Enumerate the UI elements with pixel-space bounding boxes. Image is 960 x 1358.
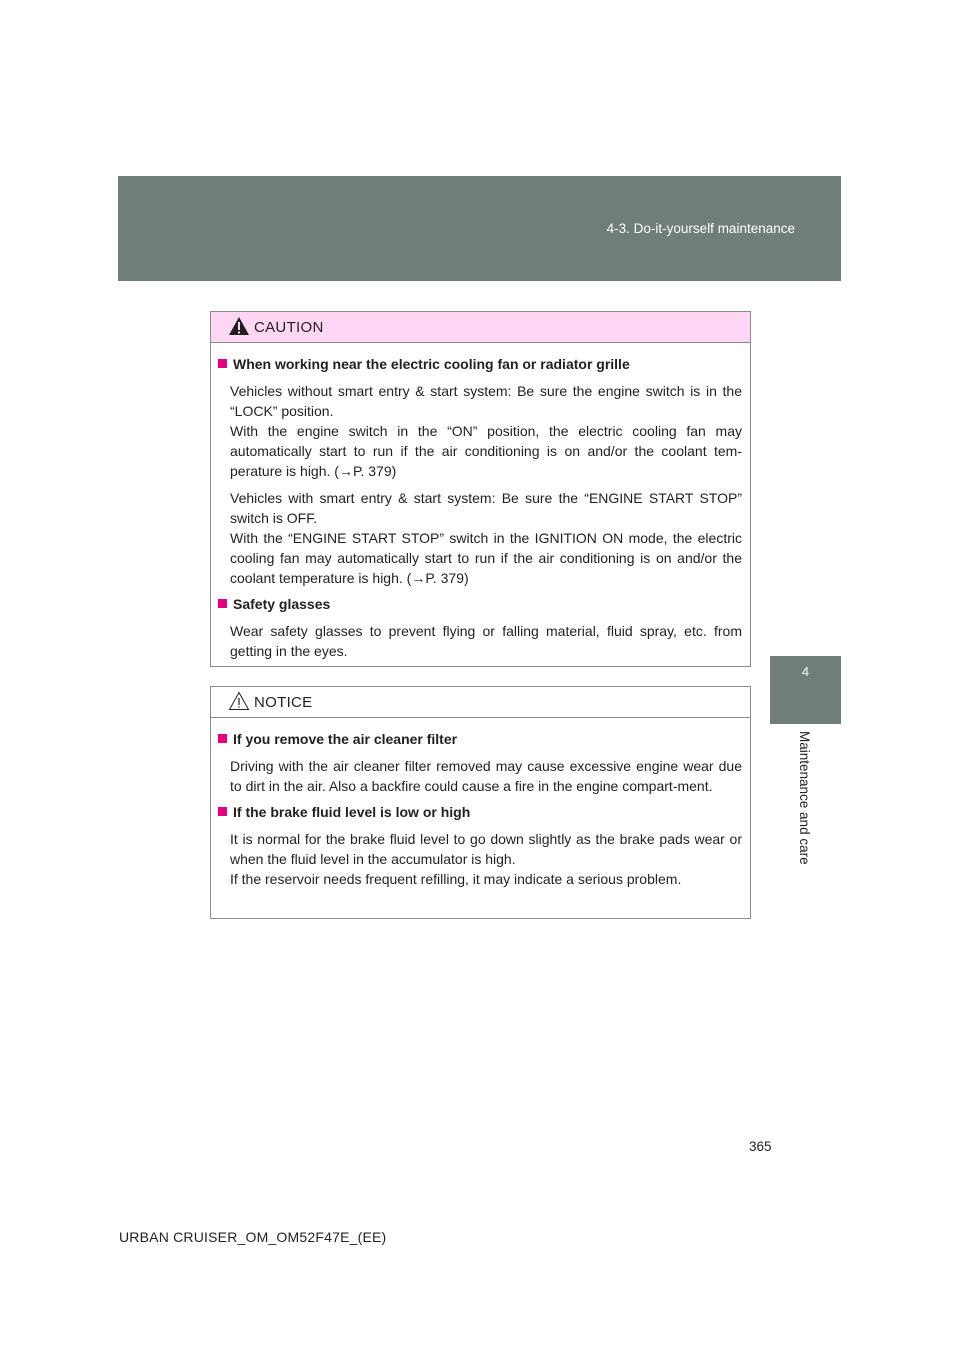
chapter-number: 4 (801, 664, 810, 679)
caution-paragraph: Vehicles without smart entry & start system: Be sure the engine switch is in the “LOCK” position. With the engine switch in the “ON” position, the electric cooling fan may automatically start to run if the air conditioning is on and/or the coolant tem-perature is high. (→P. 379) (230, 383, 742, 479)
notice-header (211, 687, 750, 718)
notice-box (210, 686, 751, 919)
warning-triangle-outline-icon (228, 691, 250, 711)
notice-paragraph: Driving with the air cleaner filter removed may cause excessive engine wear due to dirt in the air. Also a backfire could cause a fire in the engine compart-ment. (230, 758, 742, 794)
caution-item-heading: When working near the electric cooling fan or radiator grille (218, 355, 742, 373)
notice-paragraph: It is normal for the brake fluid level to go down slightly as the brake pads wear or when the fluid level in the accumulator is high. If the reservoir needs frequent refilling, it may indicate a serious problem. (230, 831, 742, 887)
chapter-tab (770, 656, 841, 724)
page-number: 365 (749, 1139, 772, 1154)
warning-triangle-filled-icon (228, 316, 250, 336)
caution-paragraph: Vehicles with smart entry & start system: Be sure the “ENGINE START STOP” switch is OFF. With the “ENGINE START STOP” switch in the IGNITION ON mode, the electric cooling fan may automatically start to run if the air conditioning is on and/or the coolant temperature is high. (→P. 379) (230, 490, 742, 586)
caution-label: CAUTION (254, 319, 324, 336)
notice-item-heading: If the brake fluid level is low or high (218, 803, 742, 821)
square-bullet-icon (218, 599, 227, 608)
caution-box (210, 311, 751, 667)
chapter-label: Maintenance and care (797, 731, 812, 865)
caution-body (211, 343, 750, 661)
header-band (118, 176, 841, 281)
square-bullet-icon (218, 734, 227, 743)
square-bullet-icon (218, 807, 227, 816)
notice-item-heading: If you remove the air cleaner filter (218, 730, 742, 748)
notice-label: NOTICE (254, 694, 313, 711)
notice-body (211, 718, 750, 889)
section-title: 4-3. Do-it-yourself maintenance (606, 221, 795, 236)
caution-header (211, 312, 750, 343)
caution-paragraph: Wear safety glasses to prevent flying or falling material, fluid spray, etc. from getting in the eyes. (230, 623, 742, 659)
caution-item-heading: Safety glasses (218, 595, 742, 613)
square-bullet-icon (218, 359, 227, 368)
document-code: URBAN CRUISER_OM_OM52F47E_(EE) (119, 1229, 387, 1245)
